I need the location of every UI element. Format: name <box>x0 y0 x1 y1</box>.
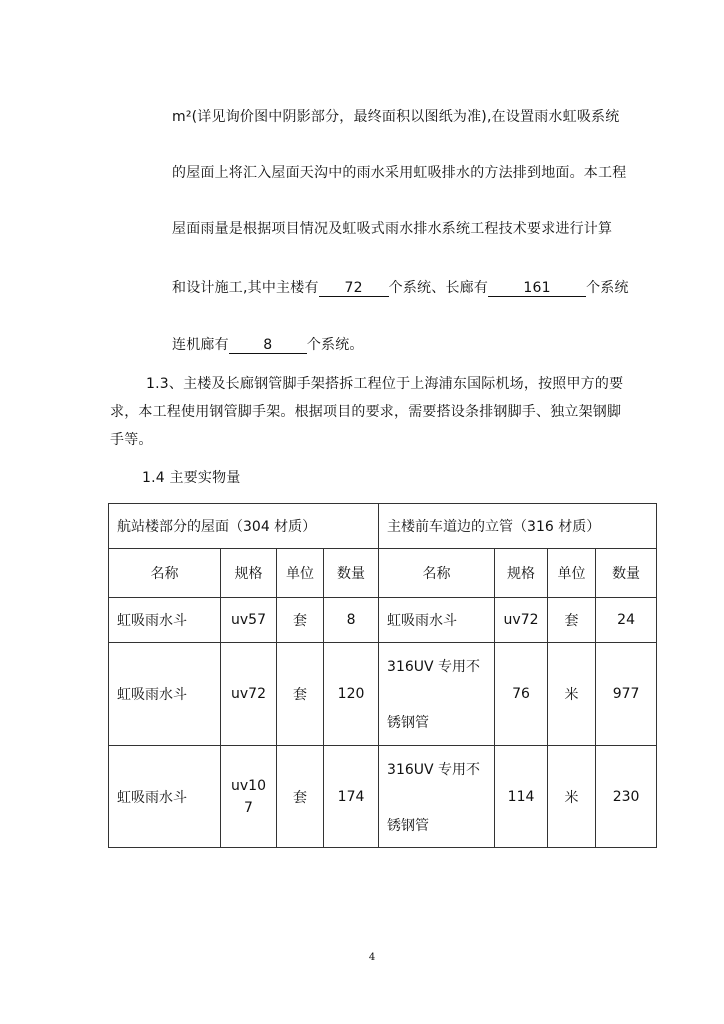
body-text-line <box>172 334 364 354</box>
column-header: 单位 <box>548 549 596 598</box>
text-fragment: 连机廊有 <box>172 337 229 353</box>
column-header: 数量 <box>596 549 657 598</box>
cell-text-top: 316UV 专用不 <box>387 659 481 675</box>
cell-text-top: uv10 <box>231 777 266 794</box>
column-header: 规格 <box>221 549 277 598</box>
body-text-line: 求，本工程使用钢管脚手架。根据项目的要求，需要搭设条排钢脚手、独立架钢脚 <box>110 404 622 420</box>
body-text-line <box>172 277 629 297</box>
body-text-line: m²(详见询价图中阴影部分，最终面积以图纸为准),在设置雨水虹吸系统 <box>172 109 620 125</box>
cell-text-bottom: 锈钢管 <box>387 715 430 731</box>
table-row <box>109 643 657 746</box>
cell-text-top: 316UV 专用不 <box>387 761 481 778</box>
table-row <box>109 746 657 848</box>
table-cell: 套 <box>277 746 324 848</box>
corridor-count: 161 <box>488 280 586 297</box>
table-cell: uv57 <box>221 598 277 643</box>
body-text-line: 手等。 <box>110 432 153 448</box>
table-cell: 114 <box>495 746 548 848</box>
table-cell: 套 <box>277 598 324 643</box>
text-fragment: 个系统。 <box>306 337 364 353</box>
body-text-line: 1.3、主楼及长廊钢管脚手架搭拆工程位于上海浦东国际机场，按照甲方的要 <box>146 376 624 392</box>
table-cell: 虹吸雨水斗 <box>109 643 221 746</box>
text-fragment: 个系统、长廊有 <box>388 280 489 296</box>
table-cell: 230 <box>596 746 657 848</box>
left-group-header: 航站楼部分的屋面（304 材质） <box>109 504 379 549</box>
table-cell: 米 <box>548 643 596 746</box>
table-cell: uv72 <box>221 643 277 746</box>
right-group-header: 主楼前车道边的立管（316 材质） <box>379 504 657 549</box>
column-header: 名称 <box>109 549 221 598</box>
section-heading: 1.4 主要实物量 <box>142 470 241 486</box>
main-building-count: 72 <box>319 280 389 297</box>
table-cell: 8 <box>324 598 379 643</box>
text-fragment: 个系统 <box>586 280 629 296</box>
table-cell: 24 <box>596 598 657 643</box>
cell-text-bottom: 7 <box>244 799 253 816</box>
table-cell: uv72 <box>495 598 548 643</box>
table-cell: 虹吸雨水斗 <box>109 598 221 643</box>
table-cell: 米 <box>548 746 596 848</box>
link-corridor-count: 8 <box>229 337 307 354</box>
text-fragment: 和设计施工,其中主楼有 <box>172 280 319 296</box>
table-cell <box>379 746 495 848</box>
cell-text-bottom: 锈钢管 <box>387 817 430 834</box>
table-row <box>109 598 657 643</box>
table-cell: 174 <box>324 746 379 848</box>
page-number: 4 <box>368 952 376 963</box>
table-cell: 套 <box>548 598 596 643</box>
quantity-table <box>108 503 657 848</box>
table-cell: 虹吸雨水斗 <box>109 746 221 848</box>
body-text-line: 屋面雨量是根据项目情况及虹吸式雨水排水系统工程技术要求进行计算 <box>172 221 613 237</box>
body-text-line: 的屋面上将汇入屋面天沟中的雨水采用虹吸排水的方法排到地面。本工程 <box>172 165 627 181</box>
table-cell: 120 <box>324 643 379 746</box>
table-cell: 76 <box>495 643 548 746</box>
table-cell <box>379 643 495 746</box>
column-header: 规格 <box>495 549 548 598</box>
table-cell: 套 <box>277 643 324 746</box>
column-header: 数量 <box>324 549 379 598</box>
table-cell: 虹吸雨水斗 <box>379 598 495 643</box>
column-header: 名称 <box>379 549 495 598</box>
column-header: 单位 <box>277 549 324 598</box>
table-cell <box>221 746 277 848</box>
table-cell: 977 <box>596 643 657 746</box>
